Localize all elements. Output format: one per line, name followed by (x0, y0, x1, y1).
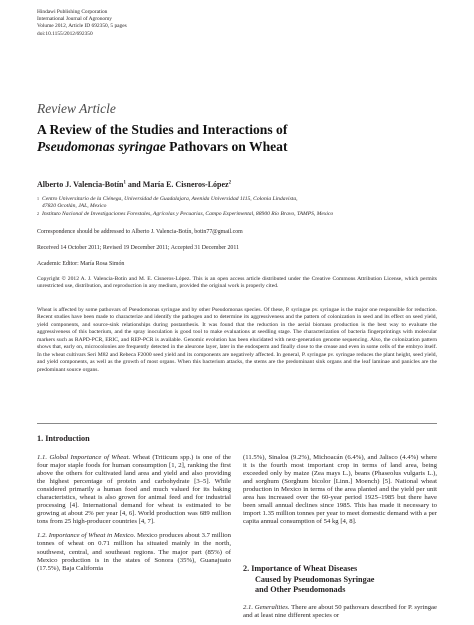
subsection-2-1-text: There are about 50 pathovars described for P. syringae and at least nine different species or (243, 603, 437, 619)
paragraph-1-2 (37, 532, 231, 572)
author-2: María E. Cisneros-López (142, 180, 229, 189)
section-2 (243, 564, 437, 620)
title-italic: Pseudomonas syringae (37, 139, 166, 154)
section-2-heading-line-1: 2. Importance of Wheat Diseases (243, 564, 358, 573)
author-1-affil: 1 (123, 180, 126, 186)
affiliation-2-number: 2 (37, 210, 39, 216)
doi-line: doi:10.1155/2012/692350 (37, 30, 93, 37)
right-column (243, 454, 437, 526)
affiliation-1 (37, 196, 437, 211)
subsection-1-1-text: Wheat (Triticum spp.) is one of the four major staple foods for human consumption [1, 2], ranking the first above the others for cultivated land area and yield and also providing the highest percentage of protein and carbohydrate [3–5]. While considered primarily a human food and much valued for its baking characteristics, wheat is also grown for animal feed and for industrial processing [4]. International demand for wheat is estimated to be growing at about 2% per year [4, 6]. World production was 689 million tons from 25 high-producer countries [4, 7]. (37, 454, 231, 526)
academic-editor: Academic Editor: María Rosa Simón (37, 261, 125, 267)
journal-name: International Journal of Agronomy (37, 16, 113, 23)
divider (37, 423, 437, 424)
article-type: Review Article (37, 101, 116, 116)
journal-header (37, 9, 237, 38)
publisher-line: Hindawi Publishing Corporation (37, 9, 108, 15)
section-2-heading (243, 564, 437, 596)
volume-line: Volume 2012, Article ID 692350, 5 pages (37, 23, 127, 30)
subsection-1-1-title: 1.1. Global Importance of Wheat. (37, 454, 131, 461)
title-line-2 (37, 138, 437, 155)
left-column (37, 454, 231, 573)
author-2-affil: 2 (228, 180, 232, 186)
section-1-heading: 1. Introduction (37, 434, 90, 443)
abstract: Wheat is affected by some pathovars of Pseudomonas syringae and by other Pseudomonas species. Of these, P. syringae pv. syringae is the major one responsible for reduction. Recent studies have been made to characterize and identify the pathogen and to determine its aggressiveness and the pattern of colonization in seed and its effect on seed yield, yield components, and source-sink relationships during postanthesis. It was found that the reduction in the aerial biomass production is the best way to evaluate the aggressiveness of this bacterium, and the spray inoculation is good tool to make evaluations at seedling stage. The characterization of bacteria fingerprintings with molecular markers such as RAPD-PCR, ERIC, and REP-PCR is available. Genomic evolution has been elucidated with next-generation genome sequencing. Also, the colonization pattern shows that, early on, microcolonies are frequently detected in the aleurone layer, later in the endosperm and finally close to the crease and even in some cells of the embryo itself. In the wheat cultivars Seri M82 and Rebeca F2000 seed yield and its components are negatively affected. In general, P. syringae pv. syringae reduces the plant height, seed yield, and yield components, as well as the growth of most organs. When this bacterium attacks, the stems are the predominant sink organs and the leaf laminae and panicles are the predominant source organs. (37, 307, 437, 373)
subsection-1-2-title: 1.2. Importance of Wheat in Mexico. (37, 532, 136, 540)
copyright: Copyright © 2012 A. J. Valencia-Botín and M. E. Cisneros-López. This is an open access article distributed under the Creative Commons Attribution License, which permits unrestricted use, distribution, and reproduction in any medium, provided the original work is properly cited. (37, 276, 437, 290)
section-2-heading-line-2: Caused by Pseudomonas Syringae (255, 574, 375, 584)
title-rest: Pathovars on Wheat (165, 139, 288, 154)
dates: Received 14 October 2011; Revised 19 December 2011; Accepted 31 December 2011 (37, 245, 240, 251)
title-line-1: A Review of the Studies and Interactions of (37, 122, 288, 137)
paragraph-2-1 (243, 604, 437, 620)
affiliation-2-line-1: Instituto Nacional de Investigaciones Forestales, Agrícolas y Pecuarias, Campo Experimental, 88900 Río Bravo, TAMPS, Mexico (42, 210, 334, 217)
affiliation-1-line-1: Centro Universitario de la Ciénega, Universidad de Guadalajara, Avenida Universidad 1115, Colonia Lindavista, (42, 196, 298, 202)
affiliation-1-line-2: 47820 Ocotlán, JAL, Mexico (42, 203, 107, 210)
subsection-2-1-title: 2.1. Generalities. (243, 603, 290, 611)
subsection-1-2-text: Mexico produces about 3.7 million tonnes of wheat on 0.71 million ha situated mainly in the north, southwest, central, and southeast regions. The major part (85%) of Mexico production is in the states of Sonora (35%), Guanajuato (17.5%), Baja California (37, 532, 231, 572)
paragraph-1-1 (37, 454, 231, 526)
author-joiner: and (125, 180, 143, 189)
section-2-heading-line-3: and Other Pseudomonads (255, 585, 346, 594)
correspondence: Correspondence should be addressed to Alberto J. Valencia-Botín, botin77@gmail.com (37, 229, 243, 235)
affiliations (37, 196, 437, 218)
paragraph-right-1: (11.5%), Sinaloa (9.2%), Michoacán (6.4%), and Jalisco (4.4%) where it is the fourth most important crop in terms of land area, being exceeded only by maize (Zea mays L.), beans (Phaseolus vulgaris L.), and sorghum (Sorghum bicolor [Linn.] Moench) [5]. National wheat production in Mexico in terms of the area planted and the yield per unit area has increased over the 60-year period 1925–1985 but there have been small annual declines since 1985. This has made it necessary to import 1.35 million tonnes per year to meet domestic demand with a per capita annual consumption of 54 kg [4, 8]. (243, 454, 437, 526)
author-1: Alberto J. Valencia-Botín (37, 180, 124, 189)
affiliation-2 (37, 211, 437, 218)
author-list (37, 180, 231, 189)
affiliation-1-number: 1 (37, 196, 39, 201)
paper-title (37, 121, 437, 155)
